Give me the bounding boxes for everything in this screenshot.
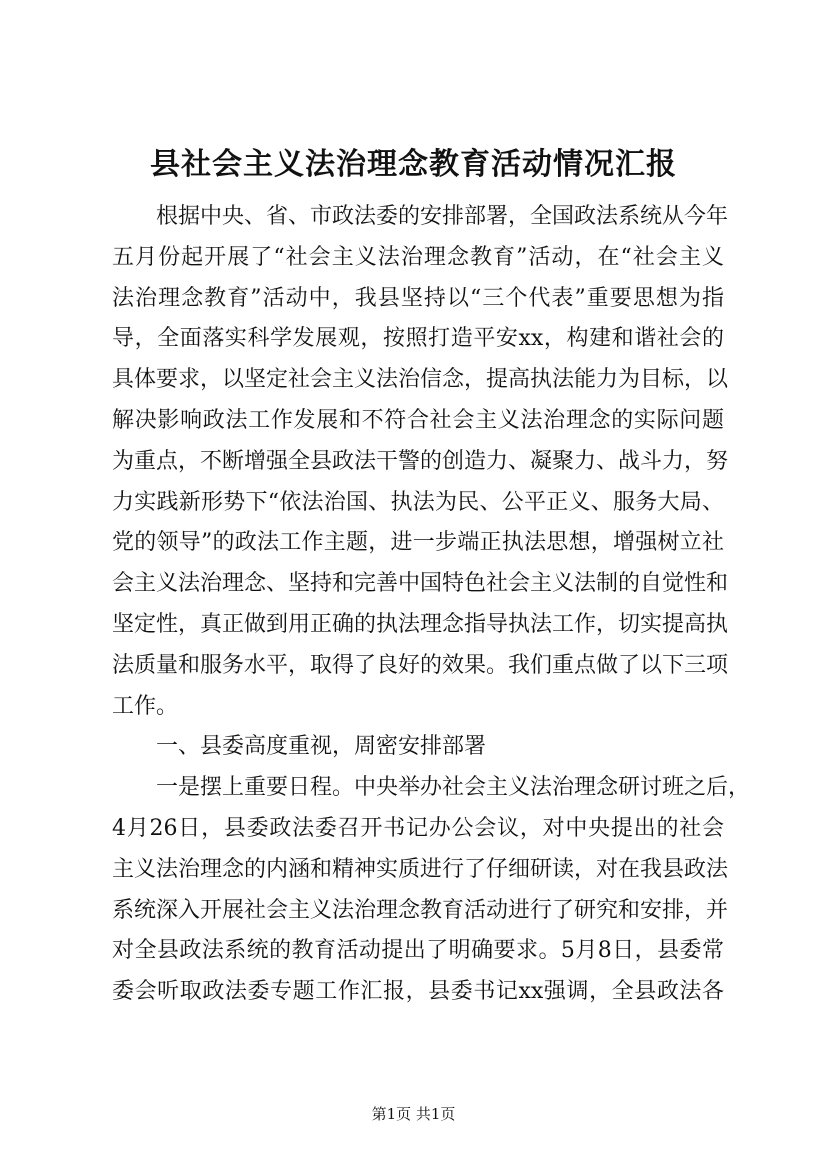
text-line: 具体要求，以坚定社会主义法治信念，提高执法能力为目标，以 (112, 367, 729, 393)
document-title: 县社会主义法治理念教育活动情况汇报 (150, 147, 677, 182)
text-line: 委会听取政法委专题工作汇报，县委书记xx强调，全县政法各 (112, 979, 724, 1005)
text-line: 会主义法治理念、坚持和完善中国特色社会主义法制的自觉性和 (112, 571, 729, 597)
text-line: 导，全面落实科学发展观，按照打造平安xx，构建和谐社会的 (112, 326, 724, 352)
document-body (112, 197, 751, 1013)
text-line: 4月26日，县委政法委召开书记办公会议，对中央提出的社会 (112, 815, 724, 841)
text-line: 工作。 (112, 693, 179, 719)
text-line: 解决影响政法工作发展和不符合社会主义法治理念的实际问题 (112, 407, 724, 433)
text-line: 主义法治理念的内涵和精神实质进行了仔细研读，对在我县政法 (112, 856, 729, 882)
text-line: 一是摆上重要日程。中央举办社会主义法治理念研讨班之后， (156, 775, 751, 801)
text-line: 五月份起开展了“社会主义法治理念教育”活动，在“社会主义 (112, 244, 724, 270)
text-line: 党的领导”的政法工作主题，进一步端正执法思想，增强树立社 (112, 530, 724, 556)
text-line: 坚定性，真正做到用正确的执法理念指导执法工作，切实提高执 (112, 611, 729, 637)
text-line: 一、县委高度重视，周密安排部署 (156, 734, 487, 760)
text-line: 对全县政法系统的教育活动提出了明确要求。5月8日，县委常 (112, 938, 724, 964)
text-line: 力实践新形势下“依法治国、执法为民、公平正义、服务大局、 (112, 489, 724, 515)
text-line: 为重点，不断增强全县政法干警的创造力、凝聚力、战斗力，努 (112, 448, 729, 474)
page-footer: 第1页 共1页 (371, 1105, 456, 1123)
text-line: 法质量和服务水平，取得了良好的效果。我们重点做了以下三项 (112, 652, 729, 678)
text-line: 根据中央、省、市政法委的安排部署，全国政法系统从今年 (156, 204, 729, 229)
text-line: 系统深入开展社会主义法治理念教育活动进行了研究和安排，并 (112, 897, 729, 923)
text-line: 法治理念教育”活动中，我县坚持以“三个代表”重要思想为指 (112, 285, 724, 311)
